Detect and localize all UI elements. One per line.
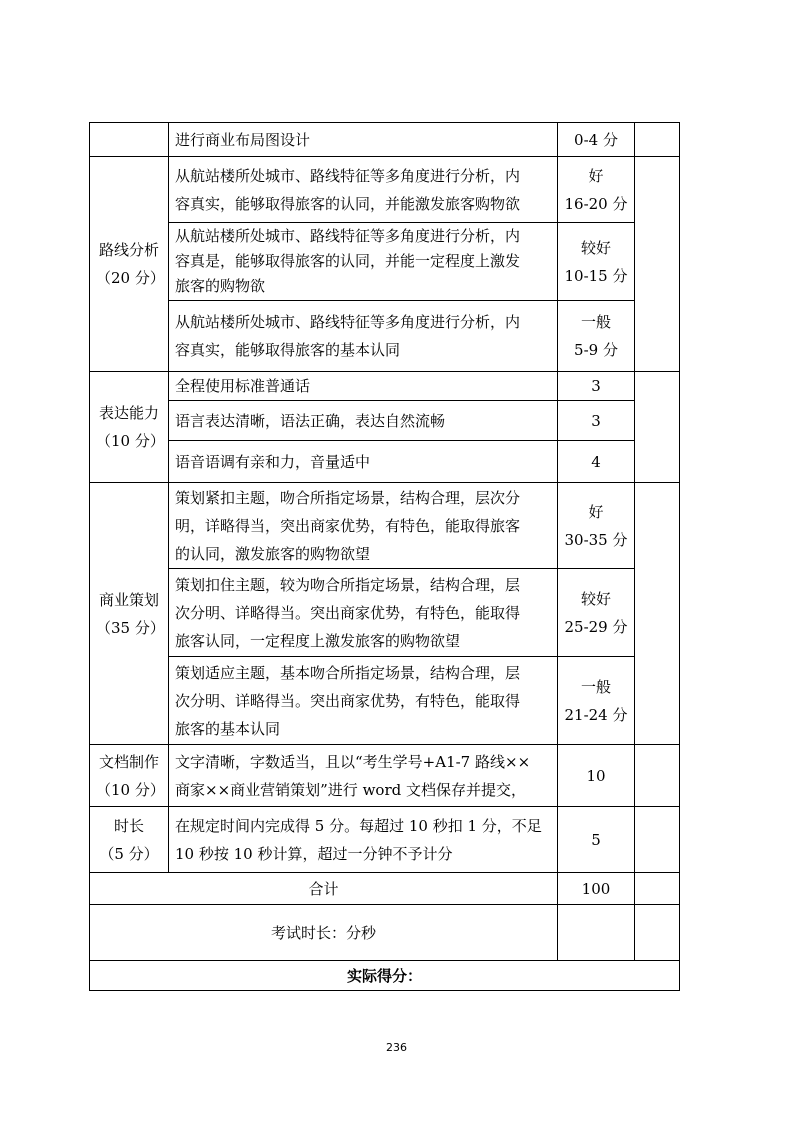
score-cell xyxy=(558,807,635,873)
score-cell xyxy=(558,905,635,961)
criterion-line: 从航站楼所处城市、路线特征等多角度进行分析，内 xyxy=(175,166,521,185)
grade-label: 较好 xyxy=(580,589,611,608)
score-cell xyxy=(558,301,635,372)
earned-cell xyxy=(635,873,680,905)
score-cell xyxy=(558,745,635,807)
criterion-cell xyxy=(169,223,558,301)
score-range: 21-24 分 xyxy=(564,705,628,724)
criterion-cell xyxy=(169,745,558,807)
total-score-cell xyxy=(558,873,635,905)
score-text: 3 xyxy=(591,411,601,430)
total-label-cell xyxy=(90,873,558,905)
criterion-cell xyxy=(169,372,558,401)
score-text: 4 xyxy=(591,452,601,471)
earned-cell xyxy=(635,807,680,873)
category-points: （10 分） xyxy=(96,432,165,450)
category-cell xyxy=(90,372,169,483)
criterion-text: 语言表达清晰，语法正确，表达自然流畅 xyxy=(175,411,446,430)
criterion-line: 文字清晰，字数适当，且以“考生学号+A1-7 路线×× xyxy=(175,752,531,771)
criterion-line: 容真是，能够取得旅客的认同，并能一定程度上激发 xyxy=(175,252,521,270)
score-range: 10-15 分 xyxy=(564,266,628,285)
score-text: 3 xyxy=(591,377,601,395)
category-name: 时长 xyxy=(113,816,144,835)
earned-cell xyxy=(635,905,680,961)
grade-label: 较好 xyxy=(580,238,611,257)
criterion-line: 从航站楼所处城市、路线特征等多角度进行分析，内 xyxy=(175,227,521,245)
score-cell xyxy=(558,372,635,401)
table-row xyxy=(90,657,680,745)
score-cell xyxy=(558,157,635,223)
category-points: （20 分） xyxy=(96,269,165,287)
earned-cell xyxy=(635,745,680,807)
criterion-cell xyxy=(169,157,558,223)
grade-label: 好 xyxy=(588,502,604,521)
table-row xyxy=(90,401,680,441)
score-text: 0-4 分 xyxy=(574,130,618,149)
table-row xyxy=(90,157,680,223)
score-range: 5-9 分 xyxy=(574,341,618,359)
table-row xyxy=(90,301,680,372)
category-cell xyxy=(90,745,169,807)
criterion-text: 语音语调有亲和力，音量适中 xyxy=(175,452,371,471)
score-cell xyxy=(558,223,635,301)
criterion-line: 策划紧扣主题，吻合所指定场景，结构合理，层次分 xyxy=(175,488,521,507)
table-row xyxy=(90,807,680,873)
grade-label: 一般 xyxy=(580,313,611,331)
criterion-line: 容真实，能够取得旅客的基本认同 xyxy=(175,341,401,359)
score-cell xyxy=(558,401,635,441)
duration-row xyxy=(90,905,680,961)
criterion-line: 策划适应主题，基本吻合所指定场景，结构合理，层 xyxy=(175,663,521,682)
category-cell xyxy=(90,157,169,372)
actual-score-cell xyxy=(90,961,680,991)
criterion-cell xyxy=(169,569,558,657)
table-row xyxy=(90,483,680,569)
score-cell xyxy=(558,657,635,745)
criterion-cell xyxy=(169,123,558,157)
category-name: 路线分析 xyxy=(98,241,159,259)
table-row xyxy=(90,441,680,483)
table-row xyxy=(90,745,680,807)
category-points: （10 分） xyxy=(96,780,165,799)
duration-label: 考试时长：分秒 xyxy=(270,923,376,942)
category-cell xyxy=(90,123,169,157)
table-row xyxy=(90,123,680,157)
grade-label: 一般 xyxy=(580,677,611,696)
table-row xyxy=(90,372,680,401)
criterion-line: 旅客认同，一定程度上激发旅客的购物欲望 xyxy=(175,631,461,650)
page-number: 236 xyxy=(386,1041,407,1054)
criterion-cell xyxy=(169,807,558,873)
criterion-line: 10 秒按 10 秒计算，超过一分钟不予计分 xyxy=(175,844,453,863)
criterion-cell xyxy=(169,441,558,483)
category-name: 商业策划 xyxy=(98,590,159,609)
total-row xyxy=(90,873,680,905)
score-text: 5 xyxy=(591,830,601,849)
total-score: 100 xyxy=(581,879,611,898)
table-row xyxy=(90,223,680,301)
criterion-cell xyxy=(169,301,558,372)
criterion-line: 商家××商业营销策划”进行 word 文档保存并提交， xyxy=(175,780,526,799)
scoring-table xyxy=(89,122,680,991)
total-label: 合计 xyxy=(308,879,339,898)
table-row xyxy=(90,569,680,657)
earned-cell xyxy=(635,483,680,745)
criterion-line: 次分明、详略得当。突出商家优势，有特色，能取得 xyxy=(175,603,521,622)
score-range: 16-20 分 xyxy=(564,194,628,213)
category-points: （35 分） xyxy=(96,618,165,637)
score-cell xyxy=(558,123,635,157)
criterion-line: 在规定时间内完成得 5 分。每超过 10 秒扣 1 分，不足 xyxy=(175,816,542,835)
criterion-line: 策划扣住主题，较为吻合所指定场景，结构合理，层 xyxy=(175,575,521,594)
criterion-cell xyxy=(169,401,558,441)
score-cell xyxy=(558,483,635,569)
category-cell xyxy=(90,807,169,873)
category-cell xyxy=(90,483,169,745)
criterion-cell xyxy=(169,657,558,745)
score-range: 30-35 分 xyxy=(564,530,628,549)
score-cell xyxy=(558,441,635,483)
actual-score-row xyxy=(90,961,680,991)
category-name: 文档制作 xyxy=(98,752,159,771)
criterion-line: 次分明、详略得当。突出商家优势，有特色，能取得 xyxy=(175,691,521,710)
criterion-line: 容真实，能够取得旅客的认同，并能激发旅客购物欲 xyxy=(175,194,521,213)
earned-cell xyxy=(635,123,680,157)
earned-cell xyxy=(635,157,680,372)
criterion-text: 全程使用标准普通话 xyxy=(175,377,311,395)
criterion-line: 旅客的购物欲 xyxy=(175,277,266,295)
score-cell xyxy=(558,569,635,657)
category-name: 表达能力 xyxy=(98,404,159,422)
score-range: 25-29 分 xyxy=(564,617,628,636)
criterion-cell xyxy=(169,483,558,569)
criterion-line: 从航站楼所处城市、路线特征等多角度进行分析，内 xyxy=(175,313,521,331)
earned-cell xyxy=(635,372,680,483)
criterion-text: 进行商业布局图设计 xyxy=(175,130,311,149)
grade-label: 好 xyxy=(588,166,604,185)
criterion-line: 明，详略得当，突出商家优势，有特色，能取得旅客 xyxy=(175,516,521,535)
duration-cell xyxy=(90,905,558,961)
criterion-line: 旅客的基本认同 xyxy=(175,719,281,738)
criterion-line: 的认同，激发旅客的购物欲望 xyxy=(175,544,371,563)
score-text: 10 xyxy=(586,766,606,785)
category-points: （5 分） xyxy=(99,844,159,863)
actual-score-label: 实际得分： xyxy=(346,966,422,985)
